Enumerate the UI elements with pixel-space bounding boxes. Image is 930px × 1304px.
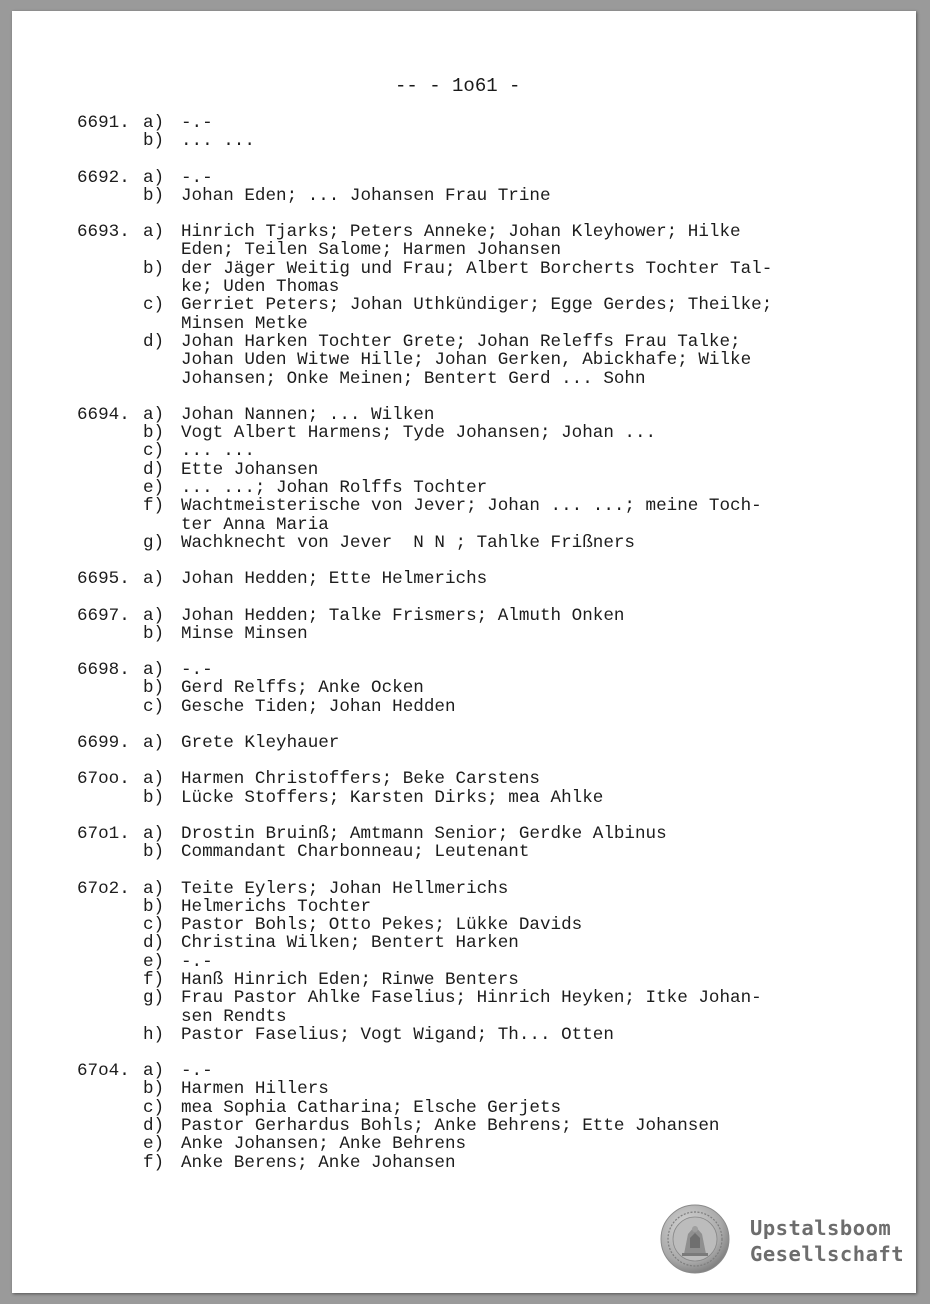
entry-line bbox=[77, 534, 837, 552]
entry-number bbox=[77, 296, 143, 314]
entry-line bbox=[77, 843, 837, 861]
society-name-line2: Gesellschaft bbox=[750, 1242, 905, 1266]
seal-emblem-icon bbox=[660, 1204, 730, 1274]
entry-line bbox=[77, 1117, 837, 1135]
entry-line bbox=[77, 570, 837, 588]
item-letter: b) bbox=[143, 842, 165, 863]
item-text: Johan Uden Witwe Hille; Johan Gerken, Abickhafe; Wilke bbox=[181, 350, 752, 371]
item-text: ... ... bbox=[181, 441, 255, 462]
entry-line bbox=[77, 278, 837, 296]
register-entry bbox=[77, 770, 837, 807]
entry-number bbox=[77, 679, 143, 697]
entry-number bbox=[77, 424, 143, 442]
entry-number: 6695. bbox=[77, 569, 130, 590]
item-text: Johansen; Onke Meinen; Bentert Gerd ... Sohn bbox=[181, 368, 646, 389]
entry-number bbox=[77, 479, 143, 497]
entry-line bbox=[77, 516, 837, 534]
register-entry bbox=[77, 406, 837, 552]
item-text: Wachtmeisterische von Jever; Johan ... ...; meine Toch- bbox=[181, 496, 762, 517]
register-entry bbox=[77, 607, 837, 644]
item-letter: a) bbox=[143, 660, 165, 681]
entry-number bbox=[77, 497, 143, 515]
entry-line bbox=[77, 661, 837, 679]
item-letter: b) bbox=[143, 896, 165, 917]
entry-line bbox=[77, 971, 837, 989]
item-text: Minsen Metke bbox=[181, 313, 308, 334]
item-letter: a) bbox=[143, 222, 165, 243]
item-text: -.- bbox=[181, 167, 213, 188]
item-text: Harmen Hillers bbox=[181, 1079, 329, 1100]
entry-line bbox=[77, 424, 837, 442]
entry-number: 6697. bbox=[77, 605, 130, 626]
entry-number bbox=[77, 1080, 143, 1098]
society-logo bbox=[750, 1215, 904, 1267]
entry-number bbox=[77, 1026, 143, 1044]
entry-line bbox=[77, 934, 837, 952]
entry-number bbox=[77, 1099, 143, 1117]
item-letter: e) bbox=[143, 951, 165, 972]
item-letter: e) bbox=[143, 478, 165, 499]
entry-line bbox=[77, 1026, 837, 1044]
document-page bbox=[12, 11, 916, 1293]
entry-number bbox=[77, 260, 143, 278]
item-letter: b) bbox=[143, 787, 165, 808]
entry-number: 67o1. bbox=[77, 823, 130, 844]
entry-line bbox=[77, 296, 837, 314]
item-letter: h) bbox=[143, 1024, 165, 1045]
entry-number bbox=[77, 461, 143, 479]
entry-line bbox=[77, 333, 837, 351]
item-text: Johan Nannen; ... Wilken bbox=[181, 404, 435, 425]
item-text: -.- bbox=[181, 1061, 213, 1082]
item-letter: b) bbox=[143, 623, 165, 644]
item-text: Anke Berens; Anke Johansen bbox=[181, 1152, 456, 1173]
item-text: Christina Wilken; Bentert Harken bbox=[181, 933, 519, 954]
item-letter: c) bbox=[143, 1097, 165, 1118]
item-text: Gerd Relffs; Anke Ocken bbox=[181, 678, 424, 699]
register-entry bbox=[77, 570, 837, 588]
item-text: Johan Harken Tochter Grete; Johan Releffs Frau Talke; bbox=[181, 331, 741, 352]
entry-number bbox=[77, 898, 143, 916]
item-letter: c) bbox=[143, 295, 165, 316]
entry-number: 6692. bbox=[77, 167, 130, 188]
item-text: Pastor Faselius; Vogt Wigand; Th... Otten bbox=[181, 1024, 614, 1045]
register-entry bbox=[77, 169, 837, 206]
item-letter: a) bbox=[143, 113, 165, 133]
item-letter: a) bbox=[143, 733, 165, 754]
item-letter: a) bbox=[143, 167, 165, 188]
entry-line bbox=[77, 315, 837, 333]
item-letter: d) bbox=[143, 1116, 165, 1137]
entry-number bbox=[77, 534, 143, 552]
item-letter: g) bbox=[143, 988, 165, 1009]
entry-line bbox=[77, 406, 837, 424]
item-text: Johan Hedden; Talke Frismers; Almuth Onken bbox=[181, 605, 625, 626]
entry-number bbox=[77, 953, 143, 971]
entry-number: 67oo. bbox=[77, 769, 130, 790]
item-text: -.- bbox=[181, 951, 213, 972]
entry-line bbox=[77, 351, 837, 369]
item-letter: a) bbox=[143, 569, 165, 590]
item-letter: c) bbox=[143, 915, 165, 936]
item-letter: a) bbox=[143, 823, 165, 844]
entry-line bbox=[77, 880, 837, 898]
entry-number bbox=[77, 625, 143, 643]
entry-number: 6694. bbox=[77, 404, 130, 425]
item-letter: f) bbox=[143, 969, 165, 990]
entry-line bbox=[77, 825, 837, 843]
item-letter: d) bbox=[143, 331, 165, 352]
entry-line bbox=[77, 461, 837, 479]
item-text: Gerriet Peters; Johan Uthkündiger; Egge Gerdes; Theilke; bbox=[181, 295, 773, 316]
item-letter: a) bbox=[143, 605, 165, 626]
item-letter: c) bbox=[143, 696, 165, 717]
item-letter: a) bbox=[143, 878, 165, 899]
entry-number bbox=[77, 789, 143, 807]
item-letter: b) bbox=[143, 423, 165, 444]
item-letter: c) bbox=[143, 441, 165, 462]
entry-line bbox=[77, 1008, 837, 1026]
item-text: Vogt Albert Harmens; Tyde Johansen; Johan ... bbox=[181, 423, 657, 444]
register-entry bbox=[77, 114, 837, 151]
item-letter: g) bbox=[143, 532, 165, 553]
entry-line bbox=[77, 187, 837, 205]
entry-number: 6699. bbox=[77, 733, 130, 754]
society-name-line1: Upstalsboom bbox=[750, 1216, 892, 1240]
entry-line bbox=[77, 916, 837, 934]
item-text: Ette Johansen bbox=[181, 459, 319, 480]
entry-line bbox=[77, 241, 837, 259]
item-text: der Jäger Weitig und Frau; Albert Borcherts Tochter Tal- bbox=[181, 258, 773, 279]
item-letter: b) bbox=[143, 1079, 165, 1100]
entry-line bbox=[77, 370, 837, 388]
entry-number: 6698. bbox=[77, 660, 130, 681]
entry-number: 6693. bbox=[77, 222, 130, 243]
entry-number bbox=[77, 1117, 143, 1135]
page-number-text: -- - 1o61 - bbox=[395, 75, 521, 97]
item-letter: d) bbox=[143, 933, 165, 954]
item-letter: a) bbox=[143, 769, 165, 790]
entry-line bbox=[77, 1062, 837, 1080]
item-letter: f) bbox=[143, 496, 165, 517]
item-text: Lücke Stoffers; Karsten Dirks; mea Ahlke bbox=[181, 787, 604, 808]
entry-number: 67o2. bbox=[77, 878, 130, 899]
item-text: Johan Eden; ... Johansen Frau Trine bbox=[181, 185, 551, 206]
item-text: -.- bbox=[181, 113, 213, 133]
item-text: -.- bbox=[181, 660, 213, 681]
entry-line bbox=[77, 953, 837, 971]
item-text: Wachknecht von Jever N N ; Tahlke Frißners bbox=[181, 532, 635, 553]
item-text: Johan Hedden; Ette Helmerichs bbox=[181, 569, 488, 590]
item-text: Drostin Bruinß; Amtmann Senior; Gerdke Albinus bbox=[181, 823, 667, 844]
entry-line bbox=[77, 898, 837, 916]
entry-line bbox=[77, 1080, 837, 1098]
item-text: Frau Pastor Ahlke Faselius; Hinrich Heyken; Itke Johan- bbox=[181, 988, 762, 1009]
item-text: Helmerichs Tochter bbox=[181, 896, 372, 917]
item-text: Pastor Gerhardus Bohls; Anke Behrens; Ette Johansen bbox=[181, 1116, 720, 1137]
entry-number bbox=[77, 916, 143, 934]
entry-number bbox=[77, 934, 143, 952]
entry-line bbox=[77, 260, 837, 278]
register-entry bbox=[77, 825, 837, 862]
entry-line bbox=[77, 625, 837, 643]
item-text: Anke Johansen; Anke Behrens bbox=[181, 1134, 467, 1155]
item-text: Hinrich Tjarks; Peters Anneke; Johan Kleyhower; Hilke bbox=[181, 222, 741, 243]
entry-line bbox=[77, 1099, 837, 1117]
item-letter: b) bbox=[143, 678, 165, 699]
register-entry bbox=[77, 223, 837, 388]
entry-line bbox=[77, 679, 837, 697]
item-text: ke; Uden Thomas bbox=[181, 277, 340, 298]
item-letter: a) bbox=[143, 404, 165, 425]
register-entry bbox=[77, 880, 837, 1045]
entry-line bbox=[77, 169, 837, 187]
item-text: Commandant Charbonneau; Leutenant bbox=[181, 842, 530, 863]
entry-number: 6691. bbox=[77, 113, 130, 133]
item-text: Eden; Teilen Salome; Harmen Johansen bbox=[181, 240, 562, 261]
entry-number bbox=[77, 442, 143, 460]
entry-number bbox=[77, 971, 143, 989]
item-text: mea Sophia Catharina; Elsche Gerjets bbox=[181, 1097, 562, 1118]
item-letter: d) bbox=[143, 459, 165, 480]
entry-line bbox=[77, 989, 837, 1007]
entry-line bbox=[77, 734, 837, 752]
item-letter: b) bbox=[143, 258, 165, 279]
entry-line bbox=[77, 1154, 837, 1172]
entry-line bbox=[77, 479, 837, 497]
entry-line bbox=[77, 132, 837, 150]
entry-number bbox=[77, 1154, 143, 1172]
entry-number bbox=[77, 333, 143, 351]
entry-line bbox=[77, 1135, 837, 1153]
entry-line bbox=[77, 770, 837, 788]
item-text: Teite Eylers; Johan Hellmerichs bbox=[181, 878, 509, 899]
item-text: Harmen Christoffers; Beke Carstens bbox=[181, 769, 540, 790]
entry-number bbox=[77, 187, 143, 205]
entry-number: 67o4. bbox=[77, 1061, 130, 1082]
item-letter: b) bbox=[143, 185, 165, 206]
item-letter: f) bbox=[143, 1152, 165, 1173]
item-letter: b) bbox=[143, 131, 165, 152]
register-entry bbox=[77, 661, 837, 716]
register-entry bbox=[77, 1062, 837, 1172]
item-text: ... ... bbox=[181, 131, 255, 152]
entry-number bbox=[77, 698, 143, 716]
entry-number bbox=[77, 132, 143, 150]
item-text: ter Anna Maria bbox=[181, 514, 329, 535]
entry-number bbox=[77, 1135, 143, 1153]
entry-line bbox=[77, 442, 837, 460]
register-entry bbox=[77, 734, 837, 752]
entry-list bbox=[77, 114, 837, 1190]
item-text: Minse Minsen bbox=[181, 623, 308, 644]
entry-line bbox=[77, 223, 837, 241]
item-text: Grete Kleyhauer bbox=[181, 733, 340, 754]
entry-line bbox=[77, 607, 837, 625]
entry-line bbox=[77, 789, 837, 807]
entry-line bbox=[77, 698, 837, 716]
item-text: Hanß Hinrich Eden; Rinwe Benters bbox=[181, 969, 519, 990]
item-text: Gesche Tiden; Johan Hedden bbox=[181, 696, 456, 717]
item-letter: e) bbox=[143, 1134, 165, 1155]
entry-line bbox=[77, 497, 837, 515]
entry-number bbox=[77, 843, 143, 861]
entry-line bbox=[77, 114, 837, 132]
item-text: Pastor Bohls; Otto Pekes; Lükke Davids bbox=[181, 915, 583, 936]
item-letter: a) bbox=[143, 1061, 165, 1082]
item-text: ... ...; Johan Rolffs Tochter bbox=[181, 478, 488, 499]
item-text: sen Rendts bbox=[181, 1006, 287, 1027]
entry-number bbox=[77, 989, 143, 1007]
